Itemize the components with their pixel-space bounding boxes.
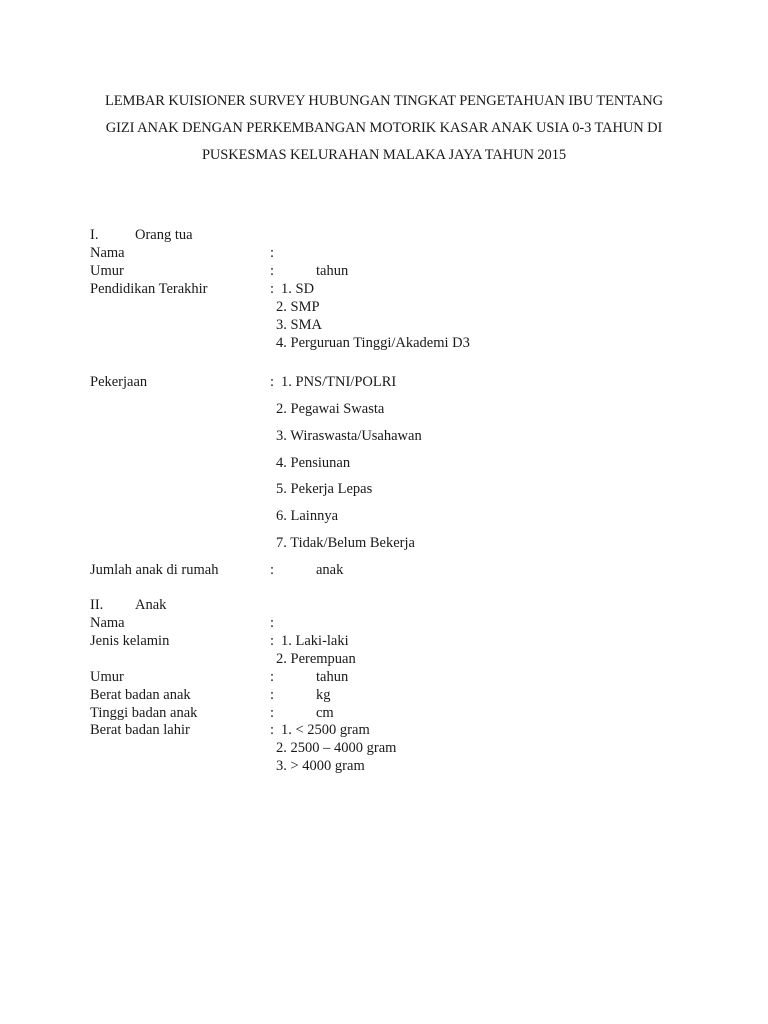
field-label: Jumlah anak di rumah [90,562,219,578]
option-item: 1. < 2500 gram [281,722,370,738]
field-label: Berat badan lahir [90,722,190,738]
option-item: 3. Wiraswasta/Usahawan [276,428,422,444]
title-line-2: GIZI ANAK DENGAN PERKEMBANGAN MOTORIK KASAR ANAK USIA 0-3 TAHUN DI [105,120,663,136]
field-colon: : [270,374,275,390]
field-colon: : [270,615,275,631]
option-item: 7. Tidak/Belum Bekerja [276,535,415,551]
option-item: 6. Lainnya [276,508,339,524]
title-line-1: LEMBAR KUISIONER SURVEY HUBUNGAN TINGKAT PENGETAHUAN IBU TENTANG [105,93,663,109]
field-colon: : [270,263,275,279]
option-item: 3. > 4000 gram [276,758,365,774]
option-item: 2. SMP [276,299,320,315]
field-unit: kg [316,687,331,703]
option-item: 2. Pegawai Swasta [276,401,385,417]
option-item: 5. Pekerja Lepas [276,481,373,497]
field-colon: : [270,722,275,738]
field-colon: : [270,687,275,703]
field-colon: : [270,245,275,261]
field-colon: : [270,281,275,297]
field-label: Tinggi badan anak [90,705,198,721]
field-label: Jenis kelamin [90,633,170,649]
field-label: Nama [90,245,125,261]
title-line-3: PUSKESMAS KELURAHAN MALAKA JAYA TAHUN 2015 [201,147,567,163]
document-title [80,88,688,169]
option-item: 1. SD [281,281,315,297]
field-unit: tahun [316,263,349,279]
option-item: 4. Pensiunan [276,455,351,471]
field-label: Pekerjaan [90,374,148,390]
field-colon: : [270,562,275,578]
option-item: 2. 2500 – 4000 gram [276,740,397,756]
option-item: 3. SMA [276,317,322,333]
option-item: 1. Laki-laki [281,633,349,649]
section-2-number: II. [90,597,104,613]
option-item: 1. PNS/TNI/POLRI [281,374,397,390]
option-item: 4. Perguruan Tinggi/Akademi D3 [276,335,470,351]
field-unit: anak [316,562,344,578]
field-unit: tahun [316,669,349,685]
field-label: Umur [90,669,124,685]
field-label: Nama [90,615,125,631]
field-colon: : [270,633,275,649]
field-unit: cm [316,705,334,721]
section-2-name: Anak [135,597,167,613]
option-item: 2. Perempuan [276,651,356,667]
section-1-number: I. [90,227,99,243]
field-colon: : [270,669,275,685]
section-1-name: Orang tua [135,227,193,243]
field-colon: : [270,705,275,721]
field-label: Umur [90,263,124,279]
field-label: Berat badan anak [90,687,191,703]
field-label: Pendidikan Terakhir [90,281,208,297]
